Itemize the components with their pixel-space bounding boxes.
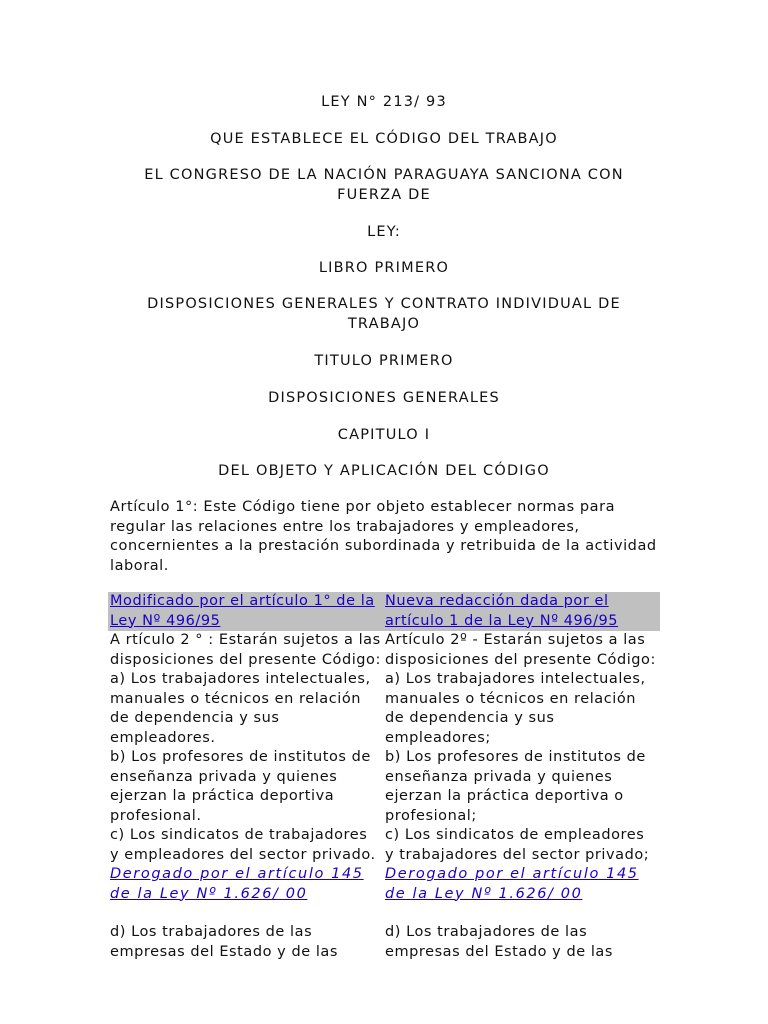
- table-header-cell: [383, 592, 660, 631]
- capitulo-heading: CAPITULO I: [337, 427, 431, 443]
- table-row: [108, 631, 660, 670]
- ley-label: LEY:: [367, 224, 401, 240]
- table-row: [108, 865, 660, 923]
- modificado-link[interactable]: Modificado por el artículo 1° de la Ley Nº 496/95: [110, 593, 375, 629]
- law-title: QUE ESTABLECE EL CÓDIGO DEL TRABAJO: [210, 131, 558, 147]
- derogado-link[interactable]: Derogado por el artículo 145 de la Ley Nº 1.626/ 00: [385, 866, 639, 902]
- table-row: [108, 748, 660, 826]
- table-row: [108, 826, 660, 865]
- table-cell: [108, 865, 383, 923]
- table-cell: A rtículo 2 ° : Estarán sujetos a las disposiciones del presente Código:: [110, 632, 381, 668]
- article-1-text: Artículo 1°: Este Código tiene por objeto establecer normas para regular las relaciones entre los trabajadores y empleadores, concernientes a la prestación subordinada y retribuida de la actividad laboral.: [110, 499, 657, 574]
- amendment-comparison-table: [108, 592, 660, 962]
- law-number: LEY N° 213/ 93: [321, 94, 447, 110]
- table-cell: c) Los sindicatos de empleadores y trabajadores del sector privado;: [385, 827, 650, 863]
- table-row: [108, 923, 660, 962]
- table-row: [108, 670, 660, 748]
- libro-heading: LIBRO PRIMERO: [318, 260, 450, 276]
- sanction-statement: EL CONGRESO DE LA NACIÓN PARAGUAYA SANCIONA CON FUERZA DE: [144, 167, 624, 203]
- derogado-link[interactable]: Derogado por el artículo 145 de la Ley Nº 1.626/ 00: [110, 866, 364, 902]
- table-header-row: [108, 592, 660, 631]
- nueva-redaccion-link[interactable]: Nueva redacción dada por el artículo 1 de la Ley Nº 496/95: [385, 593, 619, 629]
- table-cell: d) Los trabajadores de las empresas del Estado y de las: [110, 924, 338, 960]
- disposiciones-contrato-heading: DISPOSICIONES GENERALES Y CONTRATO INDIVIDUAL DE TRABAJO: [147, 296, 621, 332]
- table-cell: b) Los profesores de institutos de enseñanza privada y quienes ejerzan la práctica deportiva o profesional;: [385, 749, 646, 824]
- chapter-title: DEL OBJETO Y APLICACIÓN DEL CÓDIGO: [218, 463, 550, 479]
- table-header-cell: [108, 592, 383, 631]
- titulo-heading: TITULO PRIMERO: [314, 353, 454, 369]
- table-cell: d) Los trabajadores de las empresas del Estado y de las: [385, 924, 613, 960]
- table-cell: c) Los sindicatos de trabajadores y empleadores del sector privado.: [110, 827, 376, 863]
- disposiciones-generales-heading: DISPOSICIONES GENERALES: [268, 390, 500, 406]
- table-cell: [383, 865, 660, 923]
- table-cell: b) Los profesores de institutos de enseñanza privada y quienes ejerzan la práctica deportiva profesional.: [110, 749, 371, 824]
- table-cell: a) Los trabajadores intelectuales, manuales o técnicos en relación de dependencia y sus empleadores;: [385, 671, 646, 746]
- table-cell: Artículo 2º - Estarán sujetos a las disposiciones del presente Código:: [385, 632, 656, 668]
- table-cell: a) Los trabajadores intelectuales, manuales o técnicos en relación de dependencia y sus empleadores.: [110, 671, 371, 746]
